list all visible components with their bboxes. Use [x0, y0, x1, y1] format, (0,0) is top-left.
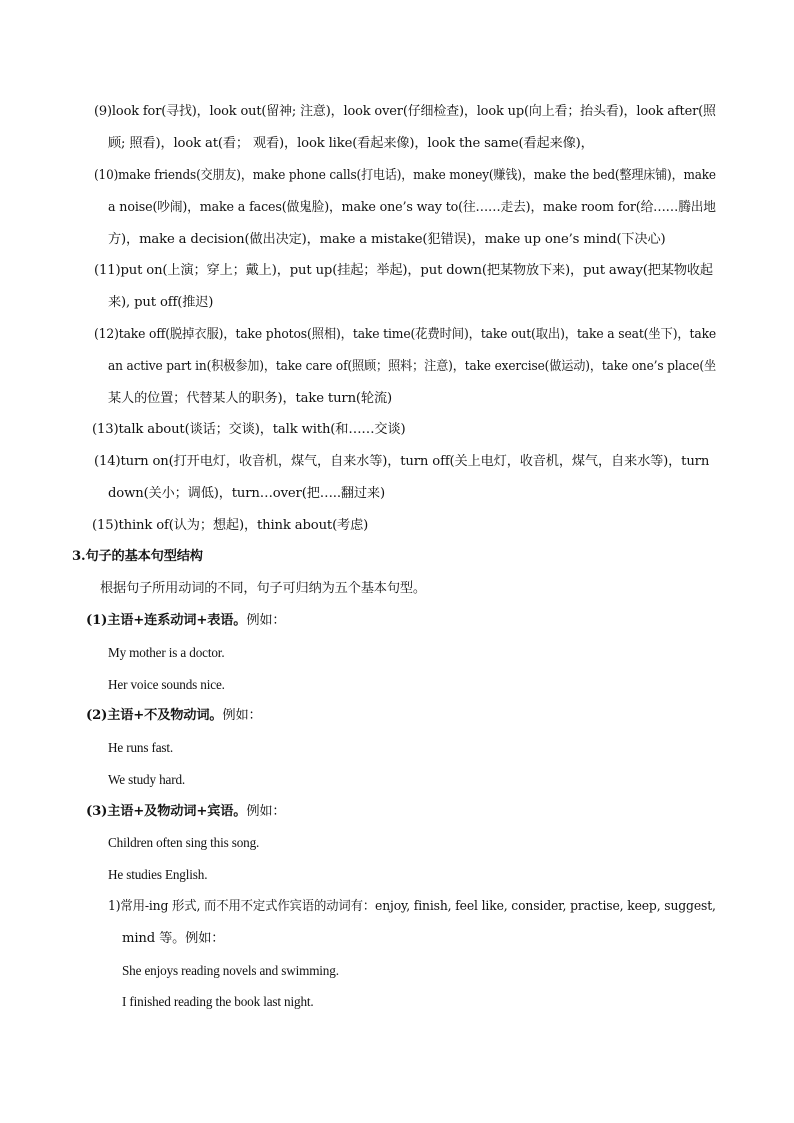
phrase-line-12-2: an active part in(积极参加)，take care of(照顾；照料；注意)，take exercise(做运动)，take one’s place(坐 [108, 359, 716, 374]
phrase-line-13-1: (13)talk about(谈话；交谈)，talk with(和……交谈) [92, 422, 406, 437]
phrase-line-11-2: 来), put off(推迟) [108, 295, 214, 310]
pattern-2-eg: 例如： [222, 708, 262, 723]
phrase-line-14-2: down(关小；调低)，turn…over(把…..翻过来) [108, 486, 385, 501]
phrase-line-15-1: (15)think of(认为；想起)，think about(考虑) [92, 518, 369, 533]
pattern-1-formula: (1)主语+连系动词+表语。 [86, 613, 247, 628]
pattern-3-note-example-1: She enjoys reading novels and swimming. [122, 963, 339, 978]
pattern-1-eg: 例如： [246, 613, 286, 628]
pattern-2-heading [86, 707, 262, 725]
phrase-line-10-1: (10)make friends(交朋友)，make phone calls(打电话)，make money(赚钱)，make the bed(整理床铺)，make [94, 168, 716, 183]
pattern-3-note-example-2: I finished reading the book last night. [122, 994, 314, 1009]
pattern-2-example-2: We study hard. [108, 772, 186, 787]
pattern-3-example-2: He studies English. [108, 867, 208, 882]
phrase-line-9-1: (9)look for(寻找)，look out(留神; 注意)，look over(仔细检查)，look up(向上看；抬头看)，look after(照 [94, 104, 716, 119]
pattern-3-eg: 例如： [246, 804, 286, 819]
pattern-3-example-1: Children often sing this song. [108, 835, 260, 850]
phrase-line-12-3: 某人的位置；代替某人的职务)，take turn(轮流) [108, 391, 392, 406]
phrase-line-10-3: 方)，make a decision(做出决定)，make a mistake(犯错误)，make up one’s mind(下决心) [108, 232, 666, 247]
pattern-1-example-2: Her voice sounds nice. [108, 677, 225, 692]
pattern-1-heading [86, 612, 285, 630]
section-heading: 3.句子的基本句型结构 [72, 549, 203, 564]
phrase-line-11-1: (11)put on(上演；穿上；戴上)，put up(挂起；举起)，put down(把某物放下来)，put away(把某物收起 [94, 263, 713, 278]
pattern-3-note-line-1: 1)常用-ing 形式, 而不用不定式作宾语的动词有：enjoy, finish, feel like, consider, practise, keep, suggest, [108, 899, 716, 914]
phrase-line-9-2: 顾; 照看)，look at(看； 观看)，look like(看起来像)，look the same(看起来像)， [108, 136, 594, 151]
pattern-2-example-1: He runs fast. [108, 740, 174, 755]
pattern-3-formula: (3)主语+及物动词+宾语。 [86, 804, 247, 819]
section-intro: 根据句子所用动词的不同，句子可归纳为五个基本句型。 [100, 581, 426, 596]
phrase-line-10-2: a noise(吵闹)，make a faces(做鬼脸)，make one’s way to(往……走去)，make room for(给……腾出地 [108, 200, 716, 215]
pattern-2-formula: (2)主语+不及物动词。 [86, 708, 223, 723]
pattern-3-note-line-2: mind 等。例如： [122, 931, 225, 946]
pattern-3-heading [86, 803, 285, 821]
phrase-line-12-1: (12)take off(脱掉衣服)，take photos(照相)，take time(花费时间)，take out(取出)，take a seat(坐下)，take [94, 327, 717, 342]
pattern-1-example-1: My mother is a doctor. [108, 645, 225, 660]
phrase-line-14-1: (14)turn on(打开电灯，收音机，煤气，自来水等)，turn off(关上电灯，收音机，煤气，自来水等)，turn [94, 454, 710, 469]
